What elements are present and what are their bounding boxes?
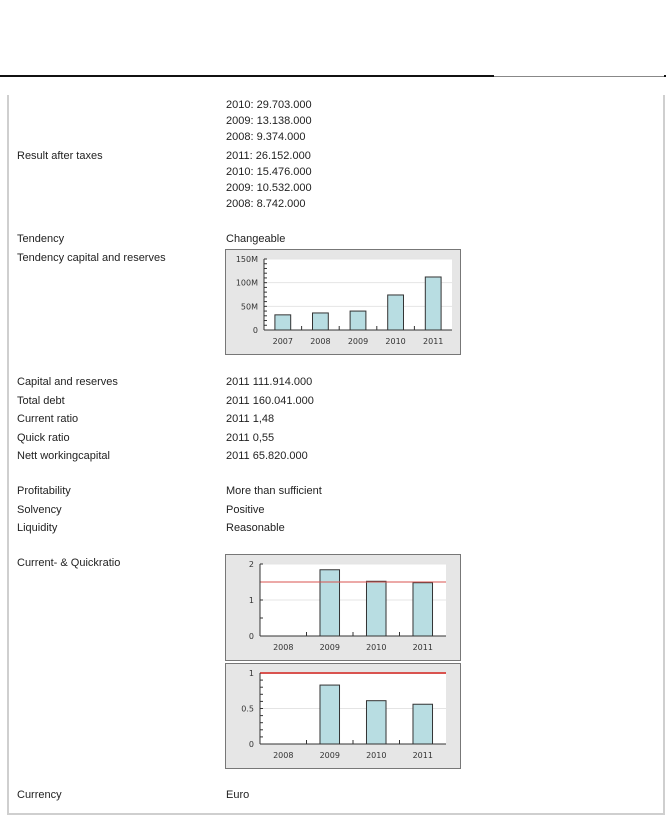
bar: [388, 295, 404, 330]
bar: [313, 313, 329, 330]
x-tick-label: 2010: [385, 337, 406, 346]
bar: [350, 311, 366, 330]
bar: [413, 583, 433, 636]
currency-label: Currency: [17, 789, 62, 801]
x-tick-label: 2008: [273, 643, 294, 652]
prev-value: 2009: 13.138.000: [226, 115, 312, 127]
y-tick-label: 100M: [235, 278, 258, 288]
bar: [413, 704, 433, 744]
y-tick-label: 1: [248, 596, 254, 605]
y-tick-label: 0: [248, 632, 254, 641]
metric-value: 2011 0,55: [226, 432, 275, 444]
bar: [275, 315, 291, 330]
ratio-section-label: Current- & Quickratio: [17, 557, 121, 569]
result-value: 2008: 8.742.000: [226, 198, 306, 210]
prev-value: 2008: 9.374.000: [226, 131, 306, 143]
header-rule-thin: [494, 76, 666, 77]
x-tick-label: 2011: [412, 643, 433, 652]
metric-label: Nett workingcapital: [17, 450, 110, 462]
bar: [320, 570, 340, 636]
assessment-value: Positive: [226, 504, 265, 516]
x-tick-label: 2009: [319, 643, 340, 652]
quick-ratio-chart: [225, 663, 461, 769]
x-tick-label: 2011: [423, 337, 444, 346]
x-tick-label: 2010: [366, 643, 387, 652]
y-tick-label: 50M: [240, 302, 258, 312]
metric-value: 2011 1,48: [226, 413, 275, 425]
y-tick-label: 1: [248, 669, 254, 678]
x-tick-label: 2010: [366, 751, 387, 760]
header-rule: [0, 75, 494, 77]
metric-label: Current ratio: [17, 413, 79, 425]
metric-value: 2011 65.820.000: [226, 450, 308, 462]
x-tick-label: 2008: [273, 751, 294, 760]
tendency-value: Changeable: [226, 233, 286, 245]
x-tick-label: 2009: [319, 751, 340, 760]
y-tick-label: 2: [248, 560, 254, 569]
assessment-value: Reasonable: [226, 522, 285, 534]
x-tick-label: 2007: [272, 337, 293, 346]
metric-label: Capital and reserves: [17, 376, 118, 388]
bar: [425, 277, 441, 330]
y-tick-label: 0: [252, 326, 258, 335]
bar: [366, 581, 386, 636]
assessment-label: Solvency: [17, 504, 62, 516]
result-value: 2010: 15.476.000: [226, 166, 312, 178]
result-after-taxes-label: Result after taxes: [17, 150, 103, 162]
metric-value: 2011 160.041.000: [226, 395, 314, 407]
current-ratio-chart: [225, 554, 461, 661]
bar: [366, 701, 386, 744]
metric-value: 2011 111.914.000: [226, 376, 313, 388]
metric-label: Quick ratio: [17, 432, 70, 444]
prev-value: 2010: 29.703.000: [226, 99, 312, 111]
capital-reserves-chart: [225, 249, 461, 355]
chart-svg: [226, 664, 460, 768]
y-tick-label: 0.5: [241, 704, 254, 714]
result-value: 2011: 26.152.000: [226, 150, 311, 162]
assessment-value: More than sufficient: [226, 485, 322, 497]
tendency-capital-label: Tendency capital and reserves: [17, 252, 166, 264]
y-tick-label: 0: [248, 740, 254, 749]
result-value: 2009: 10.532.000: [226, 182, 312, 194]
x-tick-label: 2011: [412, 751, 433, 760]
x-tick-label: 2008: [310, 337, 331, 346]
assessment-label: Liquidity: [17, 522, 58, 534]
header-rule-end: [664, 75, 666, 77]
x-tick-label: 2009: [347, 337, 369, 346]
chart-svg: [226, 250, 460, 354]
bar: [320, 685, 340, 744]
tendency-label: Tendency: [17, 233, 65, 245]
metric-label: Total debt: [17, 395, 65, 407]
chart-svg: [226, 555, 460, 660]
assessment-label: Profitability: [17, 485, 71, 497]
y-tick-label: 150M: [235, 255, 258, 264]
currency-value: Euro: [226, 789, 250, 801]
